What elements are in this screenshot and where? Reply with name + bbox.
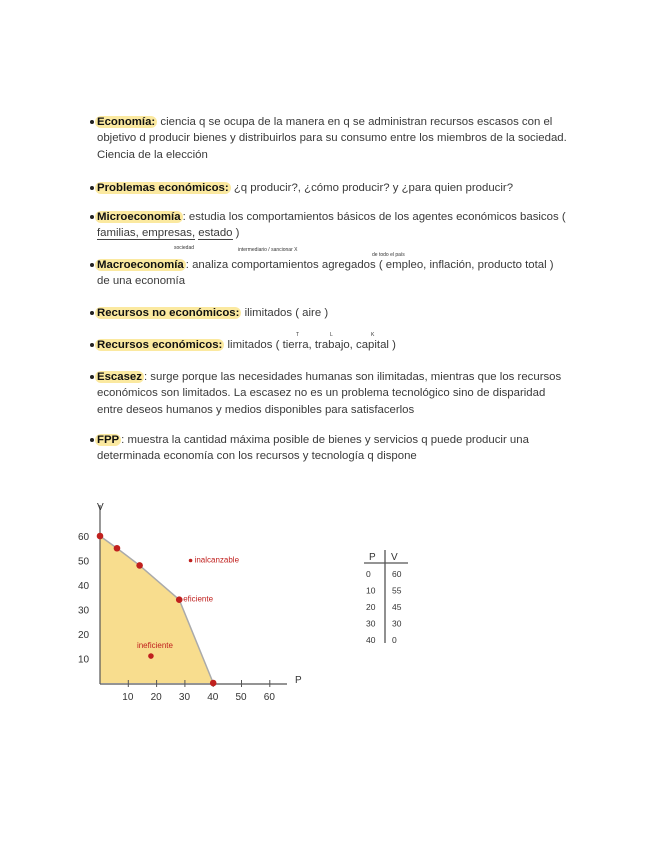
annotation-point <box>148 653 154 659</box>
x-tick-label: 50 <box>235 692 247 703</box>
handwritten-note: sociedad <box>174 245 195 251</box>
annotation-label: inalcanzable <box>194 555 240 565</box>
table-cell: 10 <box>366 585 376 596</box>
table-cell: 45 <box>392 602 402 612</box>
y-tick-label: 60 <box>78 532 90 543</box>
x-axis-label: P <box>295 675 302 686</box>
term: Macroeconomía <box>97 259 184 271</box>
text: ) <box>232 227 240 240</box>
handwritten-note: de todo el país <box>372 252 405 258</box>
frontier-point <box>210 680 217 687</box>
table-cell: 55 <box>392 585 402 596</box>
definition: limitados ( tierra, trabajo, capital ) <box>224 339 396 351</box>
definition: : estudia los comportamientos básicos de los agentes económicos basicos ( <box>182 211 566 223</box>
y-tick-label: 20 <box>78 630 90 641</box>
table-cell: 60 <box>392 569 402 579</box>
definition: : muestra la cantidad máxima posible de bienes y servicios q puede producir una determinada economía con los recursos y tecnología q dispone <box>97 434 529 463</box>
handwritten-note: L <box>330 332 333 338</box>
table-cell: 0 <box>366 569 371 579</box>
definition: ilimitados ( aire ) <box>241 307 329 319</box>
frontier-point <box>176 596 183 603</box>
annotation-label: ineficiente <box>136 641 173 651</box>
definition: ¿q producir?, ¿cómo producir? y ¿para quien producir? <box>230 182 514 194</box>
y-tick-label: 40 <box>78 581 90 592</box>
x-tick-label: 30 <box>178 692 191 703</box>
term: Recursos económicos: <box>97 339 223 351</box>
x-tick-label: 40 <box>207 692 219 703</box>
frontier-point <box>136 562 143 569</box>
handwritten-note: T <box>296 332 300 338</box>
definition: : surge porque las necesidades humanas son ilimitadas, mientras que los recursos económicos son limitados. La escasez no es un problema tecnológico sino de disparidad entre deseos humanos y medios disponibles para satisfacerlos <box>97 371 562 416</box>
definition: ciencia q se ocupa de la manera en q se administran recursos escasos con el objetivo d producir bienes y distribuirlos para su consumo entre los miembros de la sociedad. Ciencia de la elección <box>97 116 567 161</box>
table-cell: 30 <box>392 618 402 629</box>
annotation-label: eficiente <box>183 594 214 604</box>
term: Microeconomía <box>97 211 181 223</box>
frontier-point <box>114 545 121 552</box>
x-tick-label: 20 <box>150 692 162 703</box>
underlined-text: familias, empresas, <box>97 227 196 240</box>
y-tick-label: 50 <box>78 556 90 568</box>
y-tick-label: 10 <box>78 654 90 666</box>
definition: : analiza comportamientos agregados ( empleo, inflación, producto total ) de una economía <box>97 259 554 288</box>
table-cell: 0 <box>392 635 397 645</box>
handwritten-note: K <box>371 332 375 338</box>
y-tick-label: 30 <box>78 605 90 617</box>
frontier-point <box>97 533 104 540</box>
term: Problemas económicos: <box>97 182 229 194</box>
term: Recursos no económicos: <box>97 307 240 319</box>
handwritten-note: intermediario / sancionar X <box>238 247 298 253</box>
term: FPP <box>97 434 120 446</box>
term: Economía: <box>97 116 156 128</box>
x-tick-label: 10 <box>122 692 134 703</box>
table-cell: 20 <box>366 602 376 612</box>
underlined-text: estado <box>198 227 233 240</box>
table-header: P <box>369 552 376 563</box>
table-header: V <box>391 552 398 563</box>
annotation-point <box>189 559 193 563</box>
x-tick-label: 60 <box>263 692 275 703</box>
term: Escasez <box>97 371 142 383</box>
table-cell: 30 <box>366 618 376 629</box>
y-axis-label: V <box>97 502 104 513</box>
table-cell: 40 <box>366 635 376 645</box>
